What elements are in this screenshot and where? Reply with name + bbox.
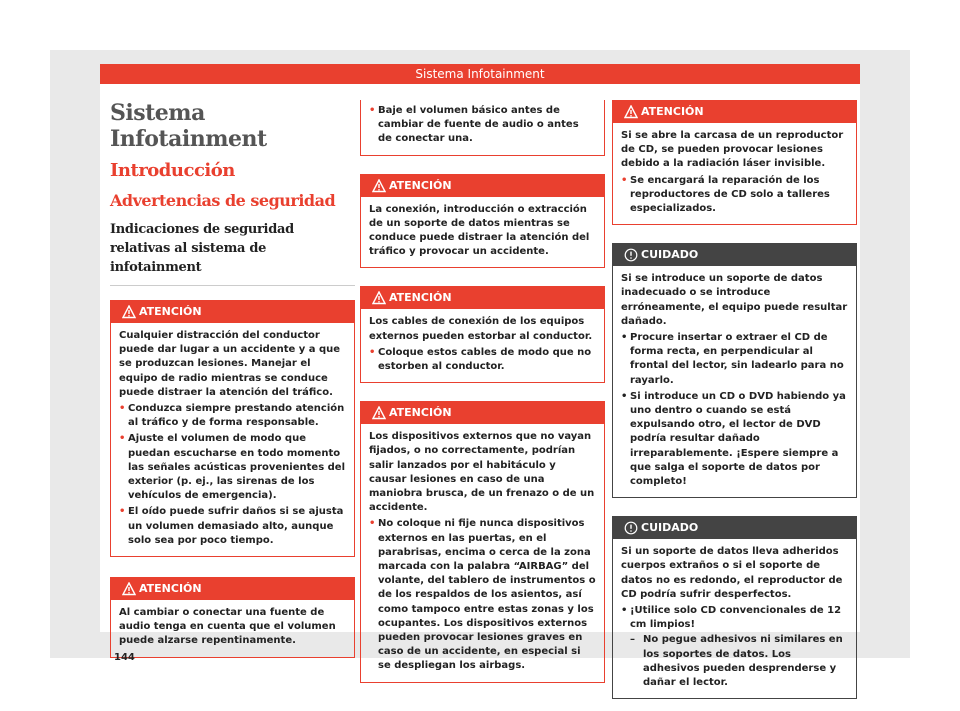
warning-intro: Si se abre la carcasa de un reproductor de CD, se pueden provocar lesiones debido a la radiación láser invisible. <box>621 130 844 170</box>
warning-body <box>361 197 604 268</box>
warning-label: ATENCIÓN <box>139 582 202 596</box>
warning-body <box>361 424 604 681</box>
warning-label: ATENCIÓN <box>389 406 452 420</box>
page-number: 144 <box>114 652 135 663</box>
bullet-item: • Baje el volumen básico antes de cambiar de fuente de audio o antes de conectar una. <box>369 104 596 147</box>
info-circle-icon <box>624 521 638 535</box>
warning-header <box>111 578 354 600</box>
warning-body <box>111 600 354 657</box>
warning-triangle-icon <box>122 305 136 319</box>
bullet-item: • El oído puede sufrir daños si se ajusta un volumen demasiado alto, aunque solo sea por poco tiempo. <box>119 505 346 548</box>
warning-body <box>111 323 354 556</box>
bullet-item: • ¡Utilice solo CD convencionales de 12 cm limpios! <box>621 604 848 632</box>
caution-label: CUIDADO <box>641 248 699 262</box>
caution-intro: Si se introduce un soporte de datos inadecuado o se introduce erróneamente, el equipo puede resultar dañado. <box>621 273 848 327</box>
warning-label: ATENCIÓN <box>139 305 202 318</box>
caution-intro: Si un soporte de datos lleva adheridos cuerpos extraños o si el soporte de datos no es redondo, el reproductor de CD podría sufrir desperfectos. <box>621 546 843 600</box>
chapter-title: Sistema Infotainment <box>110 100 267 152</box>
warning-label: ATENCIÓN <box>389 291 452 305</box>
topic-title: Indicaciones de seguridad relativas al sistema de infotainment <box>110 220 355 286</box>
content-sheet <box>100 84 860 689</box>
warning-triangle-icon <box>122 582 136 596</box>
warning-body <box>361 309 604 382</box>
bullet-item: • Ajuste el volumen de modo que puedan escucharse en todo momento las señales acústicas provenientes del exterior (p. ej., las sirenas de los vehículos de emergencia). <box>119 432 346 503</box>
warning-box <box>110 577 355 658</box>
caution-label: CUIDADO <box>641 521 699 535</box>
warning-box <box>360 286 605 383</box>
warning-triangle-icon <box>372 406 386 420</box>
warning-box <box>360 174 605 269</box>
warning-body <box>613 123 856 224</box>
subsection-title: Advertencias de seguridad <box>110 191 336 210</box>
warning-label: ATENCIÓN <box>641 105 704 118</box>
warning-intro: La conexión, introducción o extracción de un soporte de datos mientras se conduce puede distraer la atención del tráfico y provocar un accidente. <box>369 203 590 258</box>
warning-intro: Al cambiar o conectar una fuente de audio tenga en cuenta que el volumen puede alzarse repentinamente. <box>119 607 336 647</box>
warning-triangle-icon <box>372 291 386 305</box>
dash-item: – No pegue adhesivos ni similares en los soportes de datos. Los adhesivos pueden desprenderse y dañar el lector. <box>621 633 848 690</box>
warning-header <box>361 402 604 424</box>
section-title: Introducción <box>110 160 235 181</box>
bullet-item: • Conduzca siempre prestando atención al tráfico y de forma responsable. <box>119 402 346 430</box>
caution-header <box>613 244 856 266</box>
info-circle-icon <box>624 248 638 262</box>
warning-header <box>613 101 856 123</box>
bullet-item: • No coloque ni fije nunca dispositivos externos en las puertas, en el parabrisas, encima o cerca de la zona marcada con la palabra “AIRBAG” del volante, del tablero de instrumentos o de los respaldos de los asientos, así como tampoco entre estas zonas y los ocupantes. Los dispositivos externos pueden provocar lesiones graves en caso de un accidente, en especial si se despliegan los airbags. <box>369 517 596 673</box>
warning-intro: Los dispositivos externos que no vayan fijados, o no correctamente, podrían salir lanzados por el habitáculo y causar lesiones en caso de una maniobra brusca, de un frenazo o de un accidente. <box>369 431 595 514</box>
caution-box <box>612 516 857 699</box>
column-middle <box>360 100 605 695</box>
warning-intro: Cualquier distracción del conductor puede dar lugar a un accidente y a que se produzcan lesiones. Manejar el equipo de radio mientras se conduce puede distraer la atención del tráfico. <box>119 330 341 398</box>
caution-header <box>613 517 856 539</box>
continued-warning <box>360 100 605 156</box>
warning-triangle-icon <box>624 105 638 119</box>
warning-triangle-icon <box>372 179 386 193</box>
warning-header <box>111 301 354 323</box>
column-left <box>110 100 355 670</box>
warning-box <box>612 100 857 225</box>
caution-body <box>613 266 856 497</box>
page <box>50 50 910 689</box>
caution-box <box>612 243 857 498</box>
bullet-item: • Coloque estos cables de modo que no estorben al conductor. <box>369 346 596 374</box>
caution-body <box>613 539 856 698</box>
bullet-item: • Si introduce un CD o DVD habiendo ya uno dentro o cuando se está expulsando otro, el lector de DVD podría resultar dañado irreparablemente. ¡Espere siempre a que salga el soporte de datos por completo! <box>621 390 848 489</box>
warning-header <box>361 175 604 197</box>
warning-intro: Los cables de conexión de los equipos externos pueden estorbar al conductor. <box>369 316 593 342</box>
warning-header <box>361 287 604 309</box>
warning-box <box>110 300 355 557</box>
column-right <box>612 100 857 711</box>
bullet-item: • Procure insertar o extraer el CD de forma recta, en perpendicular al frontal del lector, sin ladearlo para no rayarlo. <box>621 331 848 388</box>
warning-label: ATENCIÓN <box>389 178 452 192</box>
bullet-item: • Se encargará la reparación de los reproductores de CD solo a talleres especializados. <box>621 174 848 217</box>
warning-box <box>360 401 605 682</box>
running-header: Sistema Infotainment <box>100 64 860 84</box>
